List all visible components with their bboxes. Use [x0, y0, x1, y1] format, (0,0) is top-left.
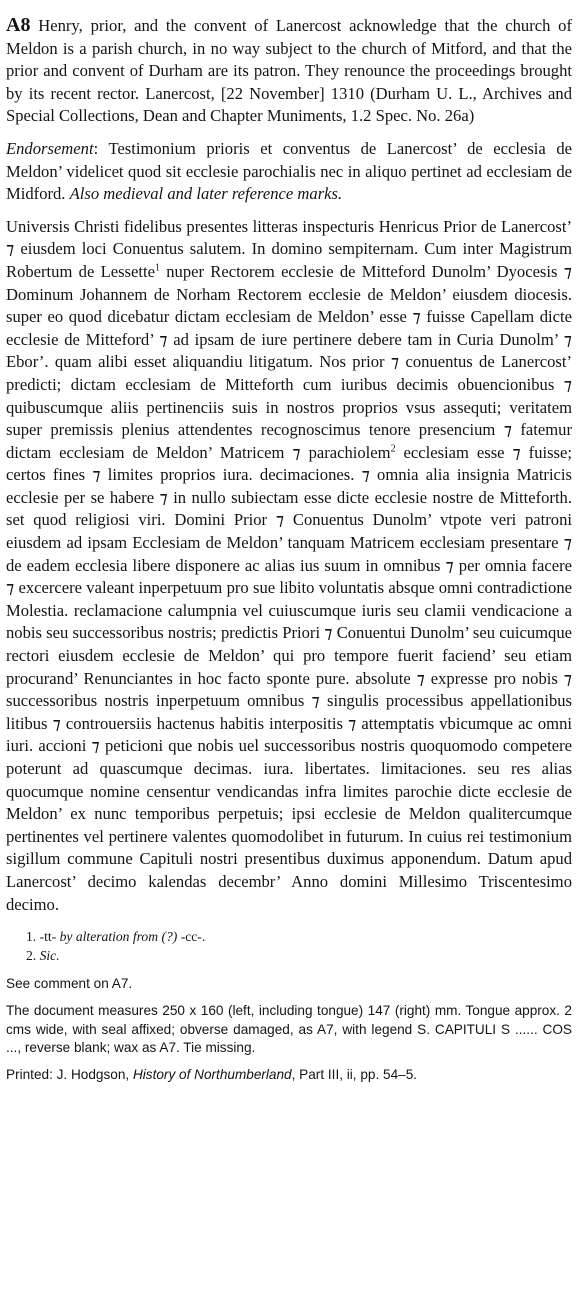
endorsement: Endorsement: Testimonium prioris et conventus de Lanercost’ de ecclesia de Meldon’ videlicet quod sit ecclesie parochialis nec in aliquo pertinet ad ecclesiam de Midford. Also medieval and later reference marks. [6, 138, 572, 204]
footnote-ref-2: 2 [390, 443, 396, 455]
latin-text-part-3: ecclesiam esse ⁊ fuisse; certos fines ⁊ limites proprios iura. decimaciones. ⁊ omnia alia insignia Matricis ecclesie per se habere ⁊ in nullo subiectam esse dicte ecclesie nostre de Mitteforth. set quod religiosi viri. Domini Prior ⁊ Conuentus Dunolm’ vtpote veri patroni eiusdem ad ipsam Ecclesiam de Meldon’ tanquam Matricem ecclesiam presentare ⁊ de eadem ecclesia libere disponere ac alias ius suum in omnibus ⁊ per omnia facere ⁊ excercere valeant inperpetuum pro sue libito voluntatis absque omni contradictione Molestia. reclamacione calumpnia vel cuiuscumque iuris seu clamii vendicacione a nobis seu successoribus nostris; predictis Priori ⁊ Conuentui Dunolm’ seu cuicumque rectori eiusdem ecclesie de Meldon’ qui pro tempore fuerit faciend’ seu etiam procurand’ Renunciantes in hoc facto sponte pure. absolute ⁊ expresse pro nobis ⁊ successoribus nostris inperpetuum omnibus ⁊ singulis processibus appellationibus litibus ⁊ controuersiis hactenus habitis interpositis ⁊ attemptatis vbicumque ac omni iuri. accioni ⁊ peticioni que nobis uel successoribus nostris quoquomodo competere poterunt ad quascumque decimas. iura. libertates. limitaciones. seu res alias quocumque nomine censentur vendicandas infra limites parochie dicte ecclesie de Meldon’ ex nunc temporibus perpetuis; ipsi ecclesie de Meldon qualitercumque pertinentes vel pertinere valentes quomodolibet in futurum. In cuius rei testimonium sigillum commune Capituli nostri presentibus duximus apponendum. Datum apud Lanercost’ decimo kalendas decembr’ Anno domini Millesimo Triscentesimo decimo. [6, 442, 572, 914]
entry-summary-text: Henry, prior, and the convent of Lanercost acknowledge that the church of Meldon is a parish church, in no way subject to the church of Mitford, and that the prior and convent of Durham are its patron. They renounce the proceedings brought by its recent rector. Lanercost, [22 November] 1310 (Durham U. L., Archives and Special Collections, Dean and Chapter Muniments, 1.2 Spec. No. 26a) [6, 16, 573, 126]
footnotes [6, 928, 572, 965]
endorsement-label: Endorsement [6, 138, 94, 158]
printed-title: History of Northumberland [132, 1066, 292, 1082]
footnote: 2. Sic. [26, 947, 60, 963]
latin-text-part-2: nuper Rectorem ecclesie de Mitteford Dunolm’ Dyocesis ⁊ Dominum Johannem de Norham Rectorem ecclesie de Meldon’ eiusdem diocesis. super eo quod dicebatur dictam ecclesiam de Meldon’ esse ⁊ fuisse Capellam dicte ecclesie de Mitteford’ ⁊ ad ipsam de iure pertinere debere tam in Curia Dunolm’ ⁊ Ebor’. quam alibi esset aliquandiu litigatum. Nos prior ⁊ conuentus de Lanercost’ predicti; dictam ecclesiam de Mitteforth cum iuribus decimis obuencionibus ⁊ quibuscumque aliis pertinenciis suis in nostros proprios vsus assequti; veritatem super premissis plenius attendentes recognoscimus tenore presencium ⁊ fatemur dictam ecclesiam de Meldon’ Matricem ⁊ parachiolem [6, 261, 572, 462]
comment: See comment on A7. [6, 976, 133, 992]
footnote: 1. -tt- by alteration from (?) -cc-. [26, 929, 206, 945]
footnote-ref-1: 1 [154, 262, 160, 274]
physical-description: The document measures 250 x 160 (left, including tongue) 147 (right) mm. Tongue approx. 2 cms wide, with seal affixed; obverse damaged, as A7, with legend S. CAPITULI S ...... COS ..., reverse blank; wax as A7. Tie missing. [6, 1002, 572, 1056]
endorsement-text: Testimonium prioris et conventus de Lanercost’ de ecclesia de Meldon’ videlicet quod sit ecclesie parochialis nec in aliquo pertinet ad ecclesiam de Midford. [6, 138, 572, 204]
endorsement-marks: Also medieval and later reference marks. [69, 184, 343, 204]
latin-text-part-1: Universis Christi fidelibus presentes litteras inspecturis Henricus Prior de Lanercost’ ⁊ eiusdem loci Conuentus salutem. In domino sempiternam. Cum inter Magistrum Robertum de Lessette [6, 216, 572, 281]
entry-number: A8 [6, 14, 31, 36]
printed-reference: Printed: J. Hodgson, History of Northumberland, Part III, ii, pp. 54–5. [6, 1066, 418, 1082]
latin-text [6, 216, 572, 916]
entry-summary [6, 14, 572, 128]
